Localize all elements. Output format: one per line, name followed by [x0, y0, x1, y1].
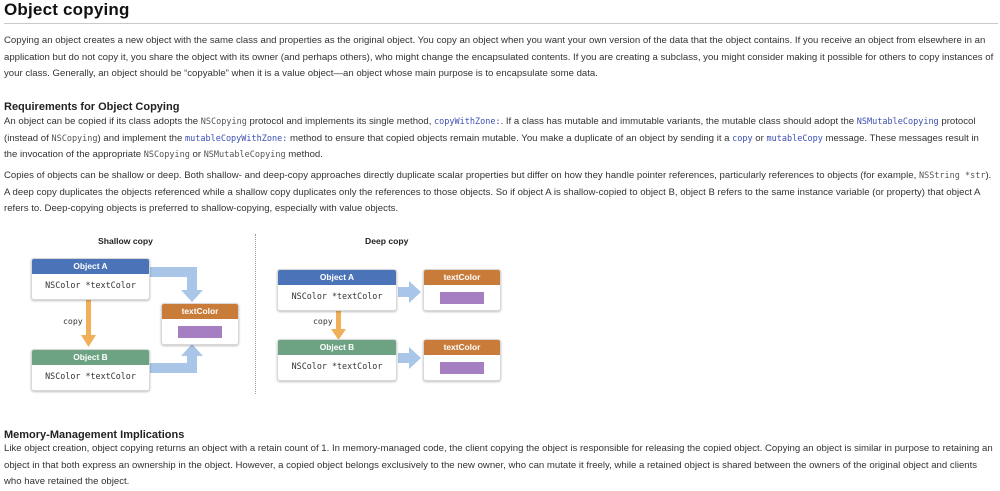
- shallow-object-a: [31, 258, 150, 300]
- deep-object-b-body: NSColor *textColor: [291, 361, 383, 371]
- deep-textcolor-a-header: textColor: [424, 270, 500, 285]
- deep-arrow-a-shaft: [398, 287, 410, 297]
- deep-copy-label: Deep copy: [365, 236, 409, 246]
- code-nscopying: NSCopying: [143, 150, 190, 161]
- shallow-copy-arrow-shaft: [86, 296, 91, 336]
- requirements-heading: Requirements for Object Copying: [4, 101, 180, 113]
- deep-arrow-b-shaft: [398, 353, 410, 363]
- diagram-divider: [255, 234, 256, 394]
- deep-object-b-header: Object B: [278, 340, 396, 355]
- shallow-arrow-a-to-target: [150, 272, 192, 292]
- deep-arrowhead-a: [409, 281, 421, 303]
- code-nsstring: NSString *str: [918, 171, 986, 181]
- requirements-paragraph: An object can be copied if its class adopts the NSCopying protocol and implements its single method, copyWithZone:. If a class has mutable and immutable variants, the mutable class should adopt the NSMutableCopying protocol (instead of NSCopying) and implement the mutableCopyWithZone: method to ensure that copied objects remain mutable. You make a duplicate of an object by sending it a copy or mutableCopy message. These messages result in the invocation of the appropriate NSCopying or NSMutableCopying method.: [4, 116, 979, 161]
- deep-object-a-body: NSColor *textColor: [291, 291, 383, 301]
- shallow-object-b-header: Object B: [32, 350, 149, 365]
- deep-copy-arrow-label: copy: [313, 316, 333, 326]
- shallow-arrow-b-to-target: [150, 354, 192, 368]
- memory-management-paragraph: Like object creation, object copying returns an object with a retain count of 1. In memory-managed code, the client copying the object is responsible for releasing the copied object. Copying an object is similar in purpose to retaining an object in that both express an ownership in the object. However, a copied object belongs exclusively to the new owner, who can mutate it freely, while a retained object is shared between the owners of the original object and clients who have retained the object.: [4, 443, 993, 488]
- deep-arrowhead-b: [409, 347, 421, 369]
- link-copywithzone[interactable]: copyWithZone:: [434, 117, 501, 127]
- memory-management-heading: Memory-Management Implications: [4, 429, 185, 441]
- link-mutablecopywithzone[interactable]: mutableCopyWithZone:: [185, 133, 288, 144]
- shallow-object-a-header: Object A: [32, 259, 149, 274]
- shallow-copy-label: Shallow copy: [98, 236, 153, 246]
- shallow-arrowhead-a: [181, 290, 203, 302]
- deep-textcolor-object-a: [423, 269, 501, 311]
- shallow-textcolor-header: textColor: [162, 304, 238, 319]
- code-nscopying: NSCopying: [200, 117, 247, 127]
- shallow-textcolor-swatch: [178, 326, 222, 338]
- shallow-arrowhead-b: [181, 344, 203, 356]
- deep-textcolor-b-header: textColor: [424, 340, 500, 355]
- page-title: Object copying: [4, 0, 130, 19]
- intro-paragraph: Copying an object creates a new object with the same class and properties as the original object. You copy an object when you want your own version of the data that the object contains. If you receive an object from elsewhere in an application but do not copy it, you share the object with its owner (and perhaps others), who might change the encapsulated contents. If you are creating a subclass, you might consider making it possible for others to copy instances of your class. Generally, an object should be “copyable” when it is a value object—an object whose main purpose is to encapsulate some data.: [4, 35, 994, 80]
- code-nscopying: NSCopying: [51, 133, 98, 144]
- deep-object-b: [277, 339, 397, 381]
- deep-object-a-header: Object A: [278, 270, 396, 285]
- shallow-deep-paragraph: Copies of objects can be shallow or deep. Both shallow- and deep-copy approaches directly duplicate scalar properties but differ on how they handle pointer references, particularly references to objects (for example, NSString *str). A deep copy duplicates the objects referenced while a shallow copy duplicates only the references to those objects. So if object A is shallow-copied to object B, object B refers to the same instance variable (or property) that object A refers to. Deep-copying objects is preferred to shallow-copying, especially with value objects.: [4, 170, 992, 215]
- shallow-copy-arrow-label: copy: [63, 316, 83, 326]
- deep-copy-arrow-shaft: [336, 310, 341, 330]
- deep-textcolor-a-swatch: [440, 292, 484, 304]
- deep-textcolor-object-b: [423, 339, 501, 381]
- deep-object-a: [277, 269, 397, 311]
- shallow-textcolor-object: [161, 303, 239, 345]
- link-mutablecopy[interactable]: mutableCopy: [766, 133, 823, 144]
- shallow-object-b-body: NSColor *textColor: [45, 371, 136, 381]
- shallow-object-a-body: NSColor *textColor: [45, 280, 136, 290]
- code-nsmutablecopying: NSMutableCopying: [203, 150, 286, 161]
- shallow-copy-arrowhead: [81, 335, 96, 347]
- shallow-object-b: [31, 349, 150, 391]
- link-nsmutablecopying[interactable]: NSMutableCopying: [856, 117, 939, 127]
- link-copy[interactable]: copy: [732, 133, 753, 144]
- deep-textcolor-b-swatch: [440, 362, 484, 374]
